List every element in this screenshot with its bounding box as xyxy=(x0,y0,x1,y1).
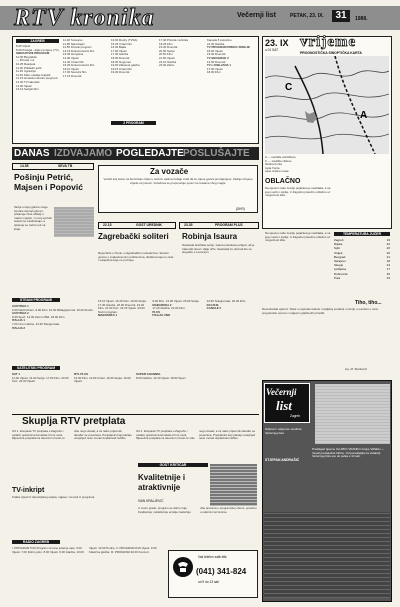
temp-city: Rijeka xyxy=(334,242,343,247)
right-item: RAI DUE xyxy=(206,302,219,307)
tv-line: Kanada 5 potrebno xyxy=(207,39,232,42)
tvinkr-head: TV-inkript xyxy=(12,487,45,494)
vecernji-lower xyxy=(264,512,390,598)
tv-line: 15.25 Dokumentarni film xyxy=(63,63,95,68)
legend-warm-air: tople zračne mase xyxy=(265,169,289,174)
gost-body: U ovom gradu, program se dobro čuje. Kvalitetnije i atraktivnije emisije zaslužuju više prostora u programskoj shemi, posebno u udarnim terminima. xyxy=(138,507,257,514)
phone-number: (041) 341-824 xyxy=(196,567,247,576)
strani-item: SUPER CHANNEL xyxy=(136,373,161,376)
masthead-paper: Večernji list xyxy=(237,12,276,19)
gost-head: GOST KRITIČAR xyxy=(138,463,208,467)
temp-city: Skopje xyxy=(334,263,344,268)
tv-line: 14.40 Crtani film xyxy=(63,59,85,64)
programs-middle: 15.10 Vijesti. 15.20 Film. 16.00 Serija. 17.30 Glazba. 18.00 Dnevnik. 19.30 Film. 21.00 Kviz. 22.15 Vijesti. 23.00 Noćni program. MAĐARSKA 1 9.00 Film. 13.00 Vijesti. 20.00 Serija. MAĐARSKA 2 17.00 Glazba. 21.00 Film. PLUS ITALIJA UNO 13.30 Telegiornale. 20.30 Film. RAI DUE CANALE 5 xyxy=(98,300,258,364)
tv-line: 16.10 Vijesti xyxy=(63,66,79,71)
skupljia-body: Od 1. listopada TV pretplata u Zagrebu i ostalim gradovima Hrvatske bit će veća. Mjesečna pretplata za televizor iznosit će više nego dosad, a za radio prijemnik također se povećava. Pretplatnici koji plaćaju unaprijed neće morati doplaćivati razliku. xyxy=(12,430,132,441)
weather-day: 23. IX xyxy=(265,38,289,48)
danas-pogledajte: POGLEDAJTE xyxy=(116,148,184,159)
vecernji-text: Predlagač pjesme KLUPKO VRANKO Grupe VESELI — Veseli predsjednik tribine. Od ponedjeljka na redakciji Večernjeg lista sve do petka u 13 sati. xyxy=(312,448,385,459)
strani-item: AUSTRIJA 2 xyxy=(12,311,29,316)
prog2-head: 2 PROGRAM xyxy=(111,121,156,125)
tv-col-4 xyxy=(159,39,203,139)
divider xyxy=(12,414,259,415)
vecernji-intro: Odazovi i odgovore urednice Večernjeg lista xyxy=(265,428,302,435)
legend-cyclone: C — središte ciklone xyxy=(265,158,292,163)
article1-body: Serija u kojoj glavne uloge tumače domaći glumci, prikazuje život obitelji u malom mjestu. U ovoj epizodi sukobi se zaoštravaju, a rješenje se nazire tek na kraju. xyxy=(14,206,52,231)
weather-map xyxy=(265,56,389,154)
tv-line: 14.00 Vijesti xyxy=(63,55,79,60)
tv-line: TV PROGRAM PREKO ZEMLJE xyxy=(207,45,250,50)
phone-hours: od 9 do 13 sati xyxy=(198,580,219,584)
tv-line: 11.00 Prikladni jezik xyxy=(16,65,42,70)
strani-item: RTL PLUS xyxy=(74,373,89,376)
article2-time: 22.15 xyxy=(103,223,112,227)
tv-line: 16.30 Bajke xyxy=(111,45,127,50)
danas-poslusajte: POSLUŠAJTE xyxy=(183,148,250,159)
svg-text:C: C xyxy=(285,82,293,93)
zavoze-title: Za vozače xyxy=(150,167,189,176)
tv-line: TV BEOGRAD 2 xyxy=(207,55,229,60)
temp-table xyxy=(334,238,390,294)
masthead-year: 1988. xyxy=(355,16,368,22)
article3-body: Nastavak brazilske serije. Isaura pokušava pobjeći, ali je zakonski okovi i dalje drže. Gledatelji će doznati što se dogodilo s Leonciom. xyxy=(182,244,255,255)
strani-head: STRANI PROGRAMI xyxy=(12,298,60,302)
tv-line: 16.00 Rocky (TVSA) xyxy=(111,39,138,42)
tv-line: 11.35 Narodnjaci xyxy=(63,41,85,46)
strani-col: AUSTRIJA 1 6.00 Nachrichten. 9.00 Film. 12.00 Mittagsjournal. 16.00 Kinder. AUSTRIJA 2 9.30 Sport. 13.00 Zeit im Bild. 18.00 Film. ITALIJA 1 7.00 Uno mattina. 13.30 Telegiornale. ITALIJA 2 xyxy=(12,305,94,330)
danas-label: DANAS xyxy=(14,148,50,159)
tv-line: 17.15 Dnevnik xyxy=(63,73,82,78)
tv-line: 19.30 Dnevnik xyxy=(159,45,178,50)
strani-item: ITALIJA 2 xyxy=(12,325,26,330)
temp-val: 26 xyxy=(386,246,390,251)
phone-label: Vaš telefon zalik:blik xyxy=(198,555,227,559)
article2-headline: Zagrebački soliteri xyxy=(98,232,169,241)
satelit-col: SAT 1 11.00 Vijesti. 14.00 Serija. 17.00 Film. 20.00 Kviz. 22.00 Vijesti. RTL PLUS 10.00 Film. 13.00 Crtani. 16.00 Serija. 19.00 Vijesti. SUPER CHANNEL 8.00 Glazba. 12.00 Vijesti. 18.00 Sport. xyxy=(12,373,257,413)
tvinkr-body: Kratke vijesti iz televizijskog svijeta, najave i novosti iz programa. xyxy=(12,496,96,499)
tv-line: 19.00 Dnevnik xyxy=(207,52,226,57)
article2-channel: GOST UREDNIK xyxy=(136,223,162,227)
tv-line: 11.30 Tezaurus xyxy=(63,39,83,42)
tv-line: 10.25 Rasvjeta xyxy=(16,61,36,66)
strani-item: SAT 1 xyxy=(12,373,20,376)
tv-line: 13.10 Serijski film xyxy=(16,87,39,92)
weather-subtitle: PROGNOSTIČKA SINOPTIČKA KARTA xyxy=(300,51,362,55)
tv-line: 19.30 Dnevnik xyxy=(111,70,130,75)
article1-headline: Pošinju Petrić, Majsen i Popović xyxy=(14,172,83,192)
tv-col-3 xyxy=(111,39,155,119)
temp-city: Osijek xyxy=(334,250,343,255)
radio-zagreb-head: RADIO ZAGREB xyxy=(12,540,60,544)
vecernji-logo-b: list xyxy=(276,398,292,413)
tv-line: 12.15 Dokumentarni film xyxy=(63,48,95,53)
masthead-title: RTV kronika xyxy=(14,5,155,31)
tv-line: 18.00 Film xyxy=(207,70,221,75)
temp-city: Split xyxy=(334,246,340,251)
tv-line: 19.15 Crtani film xyxy=(111,66,133,71)
temp-row xyxy=(334,276,390,280)
article1-channel: SEVA TB xyxy=(58,164,73,168)
right-item: PLUS xyxy=(152,309,161,314)
temp-city: Dubrovnik xyxy=(334,271,348,276)
temp-val: 19 xyxy=(386,238,390,242)
tv-line: 12.30 TV kalendar xyxy=(16,79,40,84)
temp-head: TEMPERATURA JUČER xyxy=(334,232,390,236)
tv-col-1 xyxy=(16,45,60,140)
right-column-text: Demokratski vjetrovi: Tekst o napretku kulture i radijskoj suradnji u zemlji, s uvodom u novu programsku sezonu i najavom glazbenih priredbi. xyxy=(262,308,379,315)
gost-author: IVAN KRALJEVIĆ xyxy=(138,499,164,503)
tv-line: 20.50 Film xyxy=(159,52,173,57)
right-item: MAĐARSKA 1 xyxy=(98,313,118,318)
weather-column-text: Na sjeveru naše zemlje pojačana je naoblaka, a na jugu vedro i toplije. U Zagrebu pretežno oblačno uz mogućnost kiše. xyxy=(265,232,331,243)
temp-city: Ljubljana xyxy=(334,267,347,272)
skupljia-body-2: Od 1. listopada TV pretplata u Zagrebu i ostalim gradovima Hrvatske bit će veća. Mjesečna pretplata za televizor iznosit će više nego dosad, a za radio prijemnik također se povećava. Pretplatnici koji plaćaju unaprijed neće morati doplaćivati razliku. xyxy=(136,430,256,441)
right-item: MAĐARSKA 2 xyxy=(152,302,172,307)
weather-brand: vrijeme xyxy=(300,34,357,50)
temp-val: 21 xyxy=(386,254,390,259)
tv-line: 8.30 Pristiga - dijas pa djece (TV) xyxy=(16,47,59,52)
article3-headline: Robinja Isaura xyxy=(182,232,238,241)
tv-line: 8.25 Vijesti xyxy=(16,45,31,48)
temp-city: Beograd xyxy=(334,254,346,259)
article2-body: Reportaža o životu u zagrebačkim neboderima. Stanari govore o svakodnevnim problemima, dizalima koja ne rade i susjedima koje ne poznaju. xyxy=(98,252,174,263)
skupljia-headline: Skuplja RTV pretplata xyxy=(22,416,126,427)
tv-col-2 xyxy=(63,39,107,139)
tv-line: 11.55 Filmski program xyxy=(63,45,92,50)
vecernji-photo xyxy=(315,384,390,444)
tv-line: 17.40 Priroda i tehnika xyxy=(159,39,188,42)
svg-text:A: A xyxy=(360,110,368,121)
telephone-icon xyxy=(172,556,194,578)
tv-line: 19.00 Zabavna glazba xyxy=(111,63,140,68)
danas-izdvajamo: IZDVAJAMO xyxy=(54,148,113,159)
right-item: ITALIJA UNO xyxy=(152,313,171,318)
tv-line: — Priroda i mi xyxy=(16,58,35,63)
legend-anticyclone: A — središte anticiklone xyxy=(265,156,296,159)
tv-line: TV LJUBLJANA 1 xyxy=(207,63,231,68)
gost-photo xyxy=(210,464,257,506)
legend-warm-front: topla fronta xyxy=(265,165,280,170)
temp-val: 24 xyxy=(386,263,390,268)
tv-line: 21.30 Glazba xyxy=(207,41,225,46)
vecernji-logo-a: Večernji xyxy=(266,387,297,397)
tv-line: 13.00 Vijesti xyxy=(16,83,32,88)
temp-city: Pula xyxy=(334,275,341,280)
article3-channel: PROGRAM PLUS xyxy=(215,223,243,227)
temp-city: Sarajevo xyxy=(334,259,346,264)
gost-headline: Kvalitetnije i atraktivnije xyxy=(138,473,186,492)
tv-line: 20.00 Serija xyxy=(159,48,175,53)
strani-item: ITALIJA 1 xyxy=(12,318,26,323)
tv-line: 17.00 Vijesti xyxy=(111,48,127,53)
article1-photo xyxy=(54,207,94,237)
article3-time: 23.35 xyxy=(184,223,193,227)
temp-val: 25 xyxy=(386,271,390,276)
temp-city: Zagreb xyxy=(334,238,344,242)
vecernji-tag: Zagreb xyxy=(290,414,301,418)
tv-line: 17.00 Narodni film xyxy=(63,70,87,75)
satelit-head: SATELITSKI PROGRAM xyxy=(12,366,60,370)
temp-val: 18 xyxy=(386,259,390,264)
zavoze-tag: (DKR) xyxy=(236,207,245,211)
tv-line: 22.10 Glazba xyxy=(159,59,177,64)
weather-time: u 01 SAT xyxy=(265,48,279,52)
tv-line: 18.30 Nogomet xyxy=(111,59,131,64)
tv-line: 18.00 Dnevnik xyxy=(111,55,130,60)
tv-line: 12.15 Hrvatski narodni preporod xyxy=(16,76,58,81)
tv-line: OBRAZOVNI PROGRAM xyxy=(16,51,50,56)
strani-item: AUSTRIJA 1 xyxy=(12,305,29,308)
forecast-text: Na sjeveru naše zemlje pojačana je naoblaka, a na jugu vedro i toplije. U Zagrebu pretežno oblačno uz mogućnost kiše. xyxy=(265,187,331,198)
tv-line: 17.30 Vijesti xyxy=(207,66,223,71)
tv-line: 14.00 Dnevnik xyxy=(207,59,226,64)
weather-signoff: Tiho, tiho... xyxy=(355,300,382,306)
temp-val: 23 xyxy=(386,275,390,280)
tv-line: 21.50 Vijesti xyxy=(159,55,175,60)
tv-line: 18.00 Vijesti xyxy=(207,48,223,53)
forecast-head: OBLAČNO xyxy=(265,178,301,185)
tv-line: 23.00 Zatim xyxy=(159,63,175,68)
zavoze-text: Vozači koji stanu na benzinsku crpku u noćnim satima trebaju znati da su cijene goriva promijenjene. Zadnje izmjene vrijede od ponoći. Vozačima se preporučuje oprez na cestama zbog magle. xyxy=(103,178,253,185)
tv-line: 11.25 Ugradnja xyxy=(16,69,36,74)
author-sig: ing. M. Stanković xyxy=(345,368,368,371)
article1-time: 14.55 xyxy=(20,164,29,168)
weather-legend xyxy=(265,156,389,178)
tv-line: 18.25 Film xyxy=(159,41,173,46)
tv-line: 17.30 Glazba xyxy=(111,52,129,57)
tv-line: 13.30 Hit tjedna xyxy=(63,52,84,57)
tv-col-5 xyxy=(207,39,257,139)
legend-cold-front: hladna fronta xyxy=(265,162,282,167)
temp-val: 22 xyxy=(386,242,390,247)
vecernji-name: STJEPAN ANDRAŠIĆ xyxy=(265,458,300,462)
right-item: CANALE 5 xyxy=(206,306,222,311)
zagreb-head: ZAGREB xyxy=(16,39,59,43)
temp-val: 20 xyxy=(386,250,390,255)
radio-zagreb-text: I. PROGRAM 5.00 Program za rane jutarnje sate. 6.00 Vijesti. 7.00 Dobro jutro. 8.00 Vijesti. 9.00 Glazba. 10.00 Vijesti. 12.00 Podne. II. PROGRAM 8.00 Vijesti. 9.00 Klasična glazba. III. PROGRAM 20.00 Koncert. xyxy=(12,547,157,554)
tv-line: 11.45 Kako nastaje krajolik xyxy=(16,72,51,77)
tv-line: 16.25 Crtani film xyxy=(111,41,133,46)
temp-val: 17 xyxy=(386,267,390,272)
masthead-date: PETAK, 23. IX. xyxy=(290,13,324,19)
tv-line: 10.00 Biografski xyxy=(16,54,37,59)
page-number: 31 xyxy=(332,10,350,22)
